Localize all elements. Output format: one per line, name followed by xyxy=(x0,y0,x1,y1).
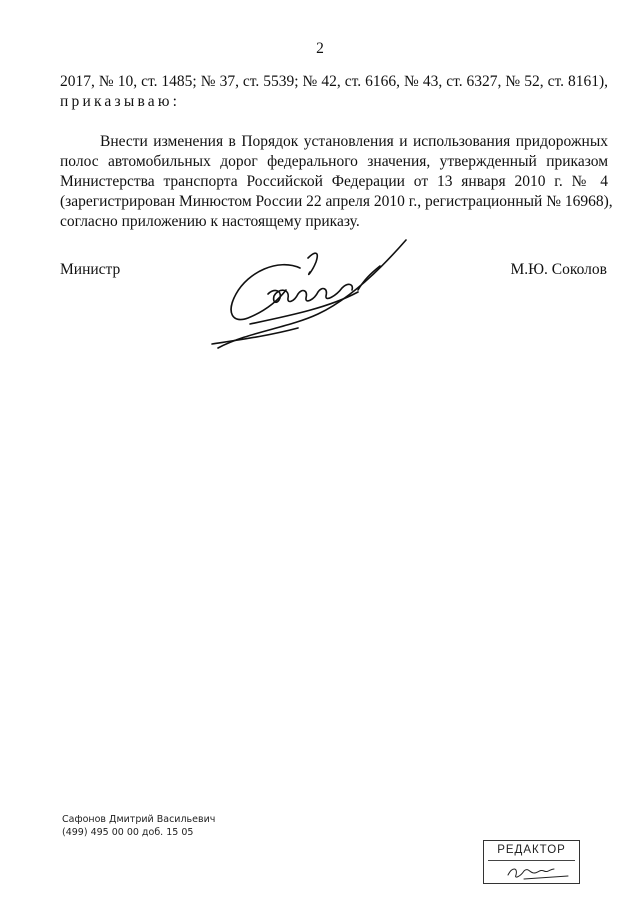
paragraph-line: согласно приложению к настоящему приказу. xyxy=(60,213,360,230)
signatory-name: М.Ю. Соколов xyxy=(510,261,607,278)
stamp-label: РЕДАКТОР xyxy=(497,844,566,856)
page-number: 2 xyxy=(316,40,324,57)
paragraph-line: (зарегистрирован Минюстом России 22 апреля 2010 г., регистрационный № 16968), xyxy=(60,193,613,210)
signatory-title: Министр xyxy=(60,261,121,278)
editor-stamp xyxy=(483,840,580,884)
stamp-signature xyxy=(504,861,574,883)
paragraph-line: полос автомобильных дорог федерального значения, утвержденный приказом xyxy=(60,153,608,170)
order-paragraph xyxy=(60,132,613,232)
executor-phone: (499) 495 00 00 доб. 15 05 xyxy=(62,827,194,838)
handwritten-signature xyxy=(208,232,413,352)
paragraph-line: Министерства транспорта Российской Федерации от 13 января 2010 г. № 4 xyxy=(60,173,608,190)
executor-contact xyxy=(62,813,215,839)
intro-line-1: 2017, № 10, ст. 1485; № 37, ст. 5539; № 42, ст. 6166, № 43, ст. 6327, № 52, ст. 8161), xyxy=(60,73,608,90)
intro-line-order-word: приказываю: xyxy=(60,93,181,110)
executor-name: Сафонов Дмитрий Васильевич xyxy=(62,814,216,825)
paragraph-line: Внести изменения в Порядок установления и использования придорожных xyxy=(100,133,608,150)
